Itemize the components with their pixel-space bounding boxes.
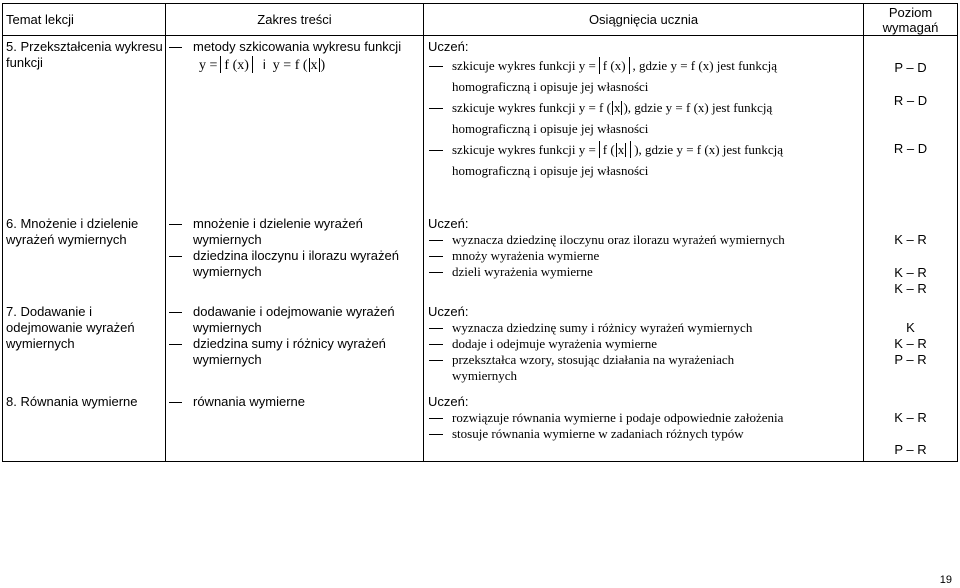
outcomes-cell bbox=[424, 213, 864, 301]
level-value: R – D bbox=[893, 141, 928, 156]
topic-title: 6. Mnożenie i dzielenie wyrażeń wymiernych bbox=[6, 215, 139, 247]
scope-cell bbox=[166, 213, 424, 301]
header-scope: Zakres treści bbox=[166, 4, 424, 36]
outcome-item: mnoży wyrażenia wymierne bbox=[424, 248, 863, 264]
level-value: P – R bbox=[894, 351, 927, 367]
topic-title: 8. Równania wymierne bbox=[6, 393, 138, 409]
scope-list bbox=[166, 216, 423, 280]
table-row-7 bbox=[3, 301, 958, 391]
outcome-item: stosuje równania wymierne w zadaniach różnych typów bbox=[424, 426, 863, 442]
outcome-item: szkicuje wykres funkcji y = f ( x ), gdzie y = f (x) jest funkcją bbox=[424, 139, 863, 160]
level-value: K – R bbox=[894, 231, 927, 247]
scope-list bbox=[166, 394, 423, 410]
level-cell bbox=[864, 391, 958, 462]
scope-cell bbox=[166, 301, 424, 391]
outcome-item: przekształca wzory, stosując działania na wyrażeniach bbox=[424, 352, 863, 368]
level-list bbox=[864, 410, 957, 458]
level-value: K – R bbox=[894, 335, 927, 351]
outcome-list bbox=[424, 320, 863, 384]
outcomes-cell bbox=[424, 391, 864, 462]
outcome-list bbox=[424, 410, 863, 442]
topic-cell bbox=[3, 213, 166, 301]
scope-item: dziedzina sumy i różnicy wyrażeń wymiernych bbox=[166, 336, 423, 368]
level-list bbox=[864, 320, 957, 368]
page-number: 19 bbox=[939, 574, 952, 586]
scope-cell bbox=[166, 36, 424, 213]
level-value: K – R bbox=[894, 409, 927, 425]
header-outcomes: Osiągnięcia ucznia bbox=[424, 4, 864, 36]
level-value: K – R bbox=[894, 280, 927, 296]
outcome-item: dzieli wyrażenia wymierne bbox=[424, 264, 863, 280]
topic-cell bbox=[3, 391, 166, 462]
syllabus-table bbox=[2, 3, 958, 462]
topic-title: 7. Dodawanie i odejmowanie wyrażeń wymiernych bbox=[6, 303, 135, 351]
table-row-6 bbox=[3, 213, 958, 301]
outcome-list bbox=[424, 232, 863, 280]
outcome-item: wyznacza dziedzinę sumy i różnicy wyrażeń wymiernych bbox=[424, 320, 863, 336]
header-row bbox=[3, 4, 958, 36]
topic-cell bbox=[3, 301, 166, 391]
level-value: K bbox=[906, 319, 915, 335]
scope-item: metody szkicowania wykresu funkcji bbox=[166, 39, 423, 55]
student-label: Uczeń: bbox=[428, 303, 469, 319]
level-list bbox=[864, 232, 957, 297]
scope-list bbox=[166, 39, 423, 55]
outcome-item-cont: homograficzną i opisuje jej własności bbox=[452, 121, 649, 136]
outcome-item: rozwiązuje równania wymierne i podaje odpowiednie założenia bbox=[424, 410, 863, 426]
level-cell bbox=[864, 36, 958, 213]
scope-list bbox=[166, 304, 423, 368]
level-value: P – R bbox=[894, 441, 927, 457]
outcome-item: wyznacza dziedzinę iloczynu oraz ilorazu wyrażeń wymiernych bbox=[424, 232, 863, 248]
student-label: Uczeń: bbox=[428, 215, 469, 231]
outcome-item: dodaje i odejmuje wyrażenia wymierne bbox=[424, 336, 863, 352]
level-value: R – D bbox=[893, 93, 928, 108]
outcome-item: szkicuje wykres funkcji y = f ( x ), gdzie y = f (x) jest funkcją bbox=[424, 97, 863, 118]
scope-formula: y = f (x) i y = f ( x ) bbox=[199, 57, 326, 73]
level-cell bbox=[864, 213, 958, 301]
header-topic: Temat lekcji bbox=[3, 4, 166, 36]
header-level: Poziom wymagań bbox=[864, 4, 958, 36]
outcome-list bbox=[424, 55, 863, 181]
scope-item: dziedzina iloczynu i ilorazu wyrażeń wymiernych bbox=[166, 248, 423, 280]
level-value: K – R bbox=[894, 264, 927, 280]
table-row-5 bbox=[3, 36, 958, 213]
topic-title: 5. Przekształcenia wykresu funkcji bbox=[6, 39, 163, 70]
level-list bbox=[864, 39, 957, 157]
outcomes-cell bbox=[424, 301, 864, 391]
student-label: Uczeń: bbox=[428, 39, 469, 54]
outcome-item: szkicuje wykres funkcji y = f (x) , gdzie y = f (x) jest funkcją bbox=[424, 55, 863, 76]
outcome-item-cont: homograficzną i opisuje jej własności bbox=[452, 79, 649, 94]
table-row-8 bbox=[3, 391, 958, 462]
topic-cell bbox=[3, 36, 166, 213]
scope-item: równania wymierne bbox=[166, 394, 423, 410]
outcome-item-cont: homograficzną i opisuje jej własności bbox=[452, 163, 649, 178]
outcomes-cell bbox=[424, 36, 864, 213]
scope-cell bbox=[166, 391, 424, 462]
outcome-item-cont: wymiernych bbox=[452, 367, 517, 383]
student-label: Uczeń: bbox=[428, 393, 469, 409]
scope-item: dodawanie i odejmowanie wyrażeń wymiernych bbox=[166, 304, 423, 336]
level-cell bbox=[864, 301, 958, 391]
level-value: P – D bbox=[894, 60, 927, 75]
scope-item: mnożenie i dzielenie wyrażeń wymiernych bbox=[166, 216, 423, 248]
